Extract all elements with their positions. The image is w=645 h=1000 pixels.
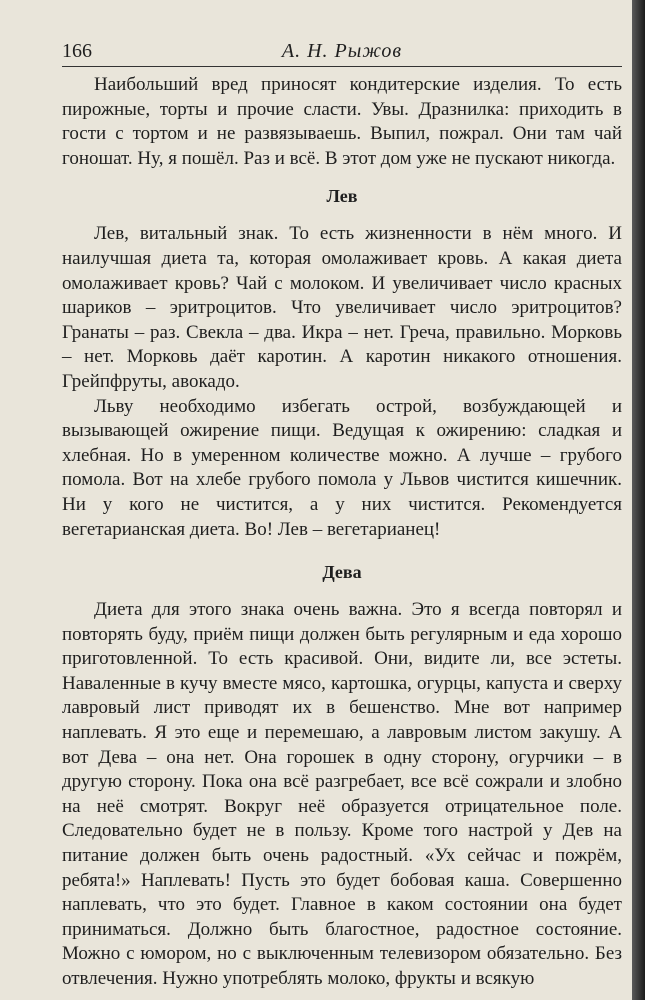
header-rule — [62, 66, 622, 67]
virgo-paragraph-1: Диета для этого знака очень важна. Это я всегда повторял и повторять буду, приём пищи должен быть регулярным и еда хорошо приготовленной. То есть красивой. Они, видите ли, все эстеты. Наваленные в кучу вместе мясо, картошка, огурцы, капуста и сверху лавровый лист приводят их в бешенство. Мне вот например наплевать. Я это еще и перемешаю, а лавровым листом закушу. А вот Дева – она нет. Она горошек в одну сторону, огурчики – в другую сторону. Пока она всё разгребает, все всё сожрали и злобно на неё смотрят. Вокруг неё образуется отрицательное поле. Следовательно будет не в пользу. Кроме того настрой у Дев на питание должен быть очень радостный. «Ух сейчас и пожрём, ребята!» Наплевать! Пусть это будет бобовая каша. Совершенно наплевать, что это будет. Главное в каком состоянии она будет приниматься. Должно быть благостное, радостное состояние. Можно с юмором, но с выключенным телевизором обязательно. Без отвлечения. Нужно употреблять молоко, фрукты и всякую — [62, 599, 622, 989]
section-heading-leo: Лев — [326, 186, 358, 207]
intro-paragraph: Наибольший вред приносят кондитерские изделия. То есть пирожные, торты и прочие сласти. Увы. Дразнилка: приходить в гости с тортом и не развязываешь. Выпил, пожрал. Они там чай гоношат. Ну, я пошёл. Раз и всё. В этот дом уже не пускают никогда. — [62, 74, 622, 169]
section-heading-virgo: Дева — [322, 562, 362, 583]
running-head: А. Н. Рыжов — [281, 40, 403, 62]
page-edge-shadow — [632, 0, 645, 1000]
page-number: 166 — [62, 40, 92, 62]
page-header — [62, 38, 622, 64]
leo-paragraph-1: Лев, витальный знак. То есть жизненности в нём много. И наилучшая диета та, которая омолаживает кровь. А какая диета омолаживает кровь? Чай с молоком. И увеличивает число красных шариков – эритроцитов. Что увеличивает число эритроцитов? Гранаты – раз. Свекла – два. Икра – нет. Греча, правильно. Морковь – нет. Морковь даёт каротин. А каротин никакого отношения. Грейпфруты, авокадо. — [62, 223, 622, 392]
leo-paragraph-2: Льву необходимо избегать острой, возбуждающей и вызывающей ожирение пищи. Ведущая к ожирению: сладкая и хлебная. Но в умеренном количестве можно. А лучше – грубого помола. Вот на хлебе грубого помола у Львов чистится кишечник. Ни у кого не чистится, а у них чистится. Рекомендуется вегетарианская диета. Во! Лев – вегетарианец! — [62, 395, 622, 540]
page-body — [62, 73, 622, 992]
